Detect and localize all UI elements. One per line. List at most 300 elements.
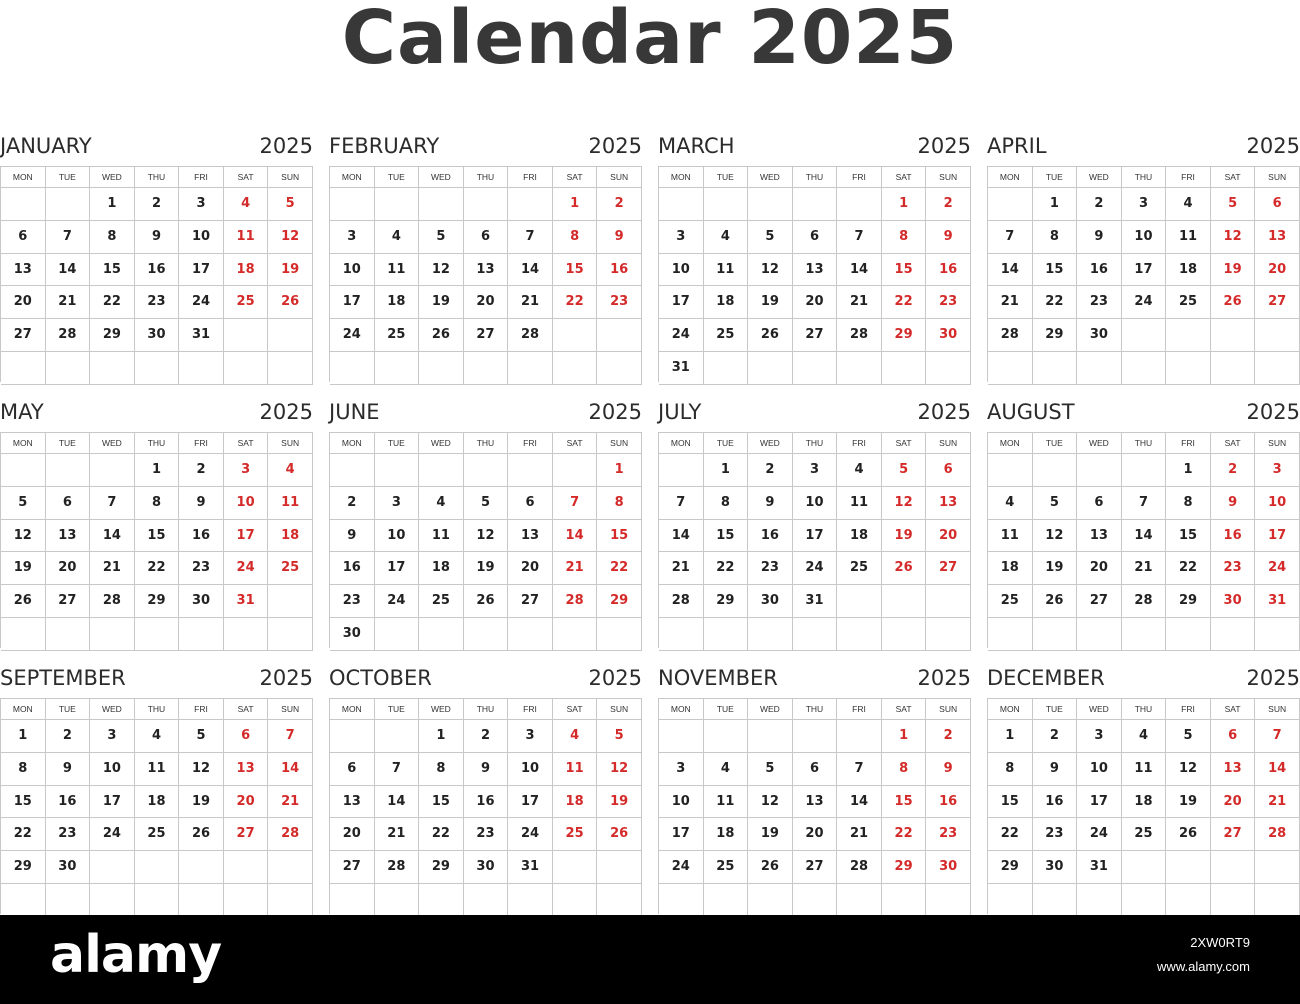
week-row (330, 487, 642, 520)
month-grid (658, 166, 971, 382)
day-cell (268, 585, 313, 618)
day-cell: 24 (1122, 286, 1167, 319)
month-april (987, 128, 1300, 384)
day-cell: 29 (419, 851, 464, 884)
day-cell: 25 (837, 552, 882, 585)
day-cell (988, 618, 1033, 651)
day-cell: 5 (1033, 487, 1078, 520)
day-cell (90, 454, 135, 487)
day-cell: 27 (1211, 818, 1256, 851)
day-cell: 28 (375, 851, 420, 884)
day-cell: 11 (224, 221, 269, 254)
day-cell: 22 (597, 552, 642, 585)
day-cell (464, 454, 509, 487)
day-cell: 9 (926, 221, 971, 254)
day-cell: 13 (508, 520, 553, 553)
day-cell: 9 (1077, 221, 1122, 254)
weekday-label: MON (330, 433, 375, 454)
day-cell: 13 (793, 254, 838, 287)
day-cell: 23 (926, 818, 971, 851)
weekday-label: WED (90, 699, 135, 720)
month-grid (329, 698, 642, 914)
month-name: SEPTEMBER (0, 666, 126, 690)
weekday-label: MON (988, 167, 1033, 188)
day-cell (597, 319, 642, 352)
day-cell: 25 (988, 585, 1033, 618)
month-january (0, 128, 313, 384)
day-cell (268, 352, 313, 385)
day-cell: 2 (135, 188, 180, 221)
week-row (1, 221, 313, 254)
week-row (988, 352, 1300, 385)
month-november (658, 660, 971, 916)
month-year: 2025 (1246, 666, 1300, 690)
day-cell (179, 851, 224, 884)
month-header (658, 394, 971, 430)
weekday-label: WED (90, 167, 135, 188)
week-row (330, 818, 642, 851)
weekday-header-row (1, 699, 313, 720)
page-title: Calendar 2025 (341, 0, 959, 81)
day-cell: 1 (1033, 188, 1078, 221)
day-cell: 24 (659, 319, 704, 352)
day-cell (1122, 884, 1167, 917)
weekday-label: SUN (1255, 167, 1300, 188)
day-cell (553, 352, 598, 385)
day-cell (1122, 618, 1167, 651)
weekday-label: THU (135, 433, 180, 454)
week-row (1, 520, 313, 553)
day-cell: 26 (1166, 818, 1211, 851)
day-cell: 21 (659, 552, 704, 585)
weekday-label: FRI (1166, 433, 1211, 454)
day-cell: 30 (748, 585, 793, 618)
day-cell: 19 (748, 818, 793, 851)
day-cell (1211, 851, 1256, 884)
day-cell: 17 (1077, 786, 1122, 819)
day-cell: 5 (748, 753, 793, 786)
day-cell: 20 (1255, 254, 1300, 287)
week-row (330, 221, 642, 254)
day-cell (988, 188, 1033, 221)
day-cell (224, 319, 269, 352)
day-cell (748, 720, 793, 753)
weekday-label: TUE (375, 167, 420, 188)
week-row (330, 884, 642, 917)
day-cell: 19 (597, 786, 642, 819)
day-cell: 13 (793, 786, 838, 819)
day-cell: 17 (90, 786, 135, 819)
weekday-label: THU (135, 699, 180, 720)
day-cell (330, 454, 375, 487)
day-cell: 3 (90, 720, 135, 753)
day-cell: 28 (837, 319, 882, 352)
day-cell (1033, 884, 1078, 917)
weekday-label: TUE (46, 433, 91, 454)
week-row (330, 352, 642, 385)
day-cell: 4 (553, 720, 598, 753)
week-row (659, 254, 971, 287)
day-cell (179, 352, 224, 385)
week-row (988, 851, 1300, 884)
day-cell (748, 618, 793, 651)
day-cell: 2 (46, 720, 91, 753)
day-cell: 18 (837, 520, 882, 553)
month-name: APRIL (987, 134, 1047, 158)
week-row (659, 786, 971, 819)
day-cell: 18 (704, 286, 749, 319)
day-cell: 15 (988, 786, 1033, 819)
day-cell (1166, 884, 1211, 917)
day-cell (1166, 352, 1211, 385)
month-grid (0, 698, 313, 914)
day-cell: 3 (659, 753, 704, 786)
weekday-label: SAT (882, 433, 927, 454)
month-year: 2025 (917, 134, 971, 158)
day-cell (704, 352, 749, 385)
watermark-url: www.alamy.com (1157, 959, 1250, 974)
day-cell (597, 851, 642, 884)
day-cell (464, 884, 509, 917)
day-cell (793, 188, 838, 221)
day-cell: 10 (330, 254, 375, 287)
day-cell: 22 (419, 818, 464, 851)
week-row (1, 884, 313, 917)
day-cell: 14 (553, 520, 598, 553)
day-cell: 6 (224, 720, 269, 753)
month-header (987, 128, 1300, 164)
day-cell (597, 352, 642, 385)
day-cell: 30 (926, 319, 971, 352)
weekday-label: SAT (1211, 433, 1256, 454)
day-cell (508, 188, 553, 221)
day-cell: 4 (1122, 720, 1167, 753)
day-cell: 9 (330, 520, 375, 553)
day-cell (704, 618, 749, 651)
day-cell (704, 884, 749, 917)
day-cell: 19 (1, 552, 46, 585)
day-cell: 3 (508, 720, 553, 753)
week-row (1, 720, 313, 753)
months-grid (0, 128, 1300, 918)
day-cell: 27 (464, 319, 509, 352)
day-cell: 18 (268, 520, 313, 553)
day-cell: 21 (268, 786, 313, 819)
weekday-header-row (1, 167, 313, 188)
month-year: 2025 (917, 666, 971, 690)
day-cell: 19 (464, 552, 509, 585)
day-cell: 23 (330, 585, 375, 618)
day-cell (1255, 352, 1300, 385)
day-cell: 28 (508, 319, 553, 352)
day-cell (793, 618, 838, 651)
day-cell: 31 (179, 319, 224, 352)
day-cell (837, 618, 882, 651)
weekday-label: FRI (1166, 699, 1211, 720)
day-cell: 30 (1077, 319, 1122, 352)
day-cell (419, 188, 464, 221)
day-cell: 7 (837, 753, 882, 786)
day-cell: 19 (1033, 552, 1078, 585)
day-cell: 4 (704, 753, 749, 786)
day-cell (837, 884, 882, 917)
day-cell (1033, 352, 1078, 385)
day-cell (926, 884, 971, 917)
day-cell (1077, 618, 1122, 651)
week-row (659, 188, 971, 221)
day-cell (375, 352, 420, 385)
day-cell: 6 (464, 221, 509, 254)
month-september (0, 660, 313, 916)
day-cell: 31 (659, 352, 704, 385)
day-cell (659, 188, 704, 221)
day-cell (224, 352, 269, 385)
day-cell: 24 (659, 851, 704, 884)
day-cell: 17 (330, 286, 375, 319)
month-header (329, 394, 642, 430)
day-cell: 13 (46, 520, 91, 553)
day-cell: 22 (882, 286, 927, 319)
day-cell (90, 884, 135, 917)
day-cell: 14 (268, 753, 313, 786)
day-cell: 2 (464, 720, 509, 753)
week-row (659, 818, 971, 851)
day-cell: 30 (926, 851, 971, 884)
day-cell (464, 618, 509, 651)
month-name: DECEMBER (987, 666, 1105, 690)
day-cell: 26 (882, 552, 927, 585)
month-grid (658, 698, 971, 914)
day-cell (553, 884, 598, 917)
day-cell (1033, 618, 1078, 651)
day-cell (179, 884, 224, 917)
day-cell: 13 (330, 786, 375, 819)
weekday-label: FRI (1166, 167, 1211, 188)
day-cell: 25 (704, 851, 749, 884)
weekday-label: SUN (926, 699, 971, 720)
month-grid (987, 166, 1300, 382)
day-cell: 18 (1122, 786, 1167, 819)
weekday-label: THU (793, 433, 838, 454)
day-cell: 13 (1255, 221, 1300, 254)
week-row (988, 487, 1300, 520)
day-cell: 30 (1211, 585, 1256, 618)
day-cell: 4 (837, 454, 882, 487)
week-row (330, 585, 642, 618)
weekday-label: WED (748, 433, 793, 454)
image-id: 2XW0RT9 (1190, 935, 1250, 950)
weekday-label: WED (419, 433, 464, 454)
day-cell: 12 (464, 520, 509, 553)
day-cell (553, 618, 598, 651)
day-cell: 29 (882, 319, 927, 352)
day-cell (1077, 454, 1122, 487)
day-cell (837, 352, 882, 385)
day-cell: 27 (926, 552, 971, 585)
day-cell: 28 (1122, 585, 1167, 618)
weekday-label: SUN (268, 433, 313, 454)
day-cell: 27 (46, 585, 91, 618)
day-cell (268, 618, 313, 651)
day-cell: 26 (597, 818, 642, 851)
day-cell: 2 (1033, 720, 1078, 753)
weekday-label: WED (1077, 699, 1122, 720)
day-cell: 3 (330, 221, 375, 254)
day-cell: 11 (988, 520, 1033, 553)
day-cell (1, 454, 46, 487)
day-cell: 24 (330, 319, 375, 352)
day-cell: 22 (1, 818, 46, 851)
weekday-label: SAT (553, 167, 598, 188)
week-row (659, 319, 971, 352)
month-june (329, 394, 642, 650)
weekday-label: FRI (508, 167, 553, 188)
week-row (988, 753, 1300, 786)
day-cell: 23 (46, 818, 91, 851)
day-cell: 1 (1166, 454, 1211, 487)
day-cell: 13 (1, 254, 46, 287)
week-row (1, 585, 313, 618)
day-cell: 12 (179, 753, 224, 786)
week-row (988, 720, 1300, 753)
day-cell: 6 (1255, 188, 1300, 221)
day-cell: 2 (926, 188, 971, 221)
week-row (659, 585, 971, 618)
day-cell: 29 (1033, 319, 1078, 352)
day-cell (1166, 618, 1211, 651)
day-cell (90, 352, 135, 385)
day-cell (1122, 319, 1167, 352)
day-cell: 18 (553, 786, 598, 819)
day-cell: 4 (988, 487, 1033, 520)
weekday-label: SUN (1255, 699, 1300, 720)
day-cell (135, 352, 180, 385)
day-cell: 3 (179, 188, 224, 221)
day-cell: 11 (704, 254, 749, 287)
day-cell (926, 618, 971, 651)
day-cell: 3 (1255, 454, 1300, 487)
week-row (330, 254, 642, 287)
day-cell: 17 (375, 552, 420, 585)
day-cell: 9 (1033, 753, 1078, 786)
day-cell (464, 352, 509, 385)
weekday-label: THU (793, 699, 838, 720)
weekday-label: SUN (268, 699, 313, 720)
day-cell: 28 (268, 818, 313, 851)
month-year: 2025 (917, 400, 971, 424)
day-cell: 27 (1255, 286, 1300, 319)
day-cell: 14 (659, 520, 704, 553)
day-cell: 21 (553, 552, 598, 585)
day-cell (419, 618, 464, 651)
day-cell: 5 (597, 720, 642, 753)
day-cell: 27 (1, 319, 46, 352)
weekday-label: WED (419, 699, 464, 720)
day-cell: 15 (135, 520, 180, 553)
day-cell: 18 (224, 254, 269, 287)
week-row (330, 851, 642, 884)
day-cell: 20 (1077, 552, 1122, 585)
day-cell: 10 (1255, 487, 1300, 520)
day-cell: 4 (375, 221, 420, 254)
day-cell: 20 (793, 818, 838, 851)
week-row (988, 286, 1300, 319)
month-december (987, 660, 1300, 916)
weekday-label: SUN (597, 433, 642, 454)
day-cell (748, 884, 793, 917)
day-cell: 1 (988, 720, 1033, 753)
day-cell: 27 (793, 319, 838, 352)
day-cell (1255, 319, 1300, 352)
day-cell: 8 (1166, 487, 1211, 520)
day-cell: 14 (1122, 520, 1167, 553)
weekday-label: MON (1, 699, 46, 720)
day-cell: 16 (46, 786, 91, 819)
day-cell: 12 (1166, 753, 1211, 786)
day-cell: 22 (135, 552, 180, 585)
day-cell: 17 (659, 818, 704, 851)
day-cell: 29 (1166, 585, 1211, 618)
day-cell: 16 (1211, 520, 1256, 553)
day-cell: 7 (1122, 487, 1167, 520)
day-cell (508, 454, 553, 487)
day-cell (46, 352, 91, 385)
day-cell: 6 (46, 487, 91, 520)
day-cell: 9 (926, 753, 971, 786)
day-cell (748, 352, 793, 385)
week-row (330, 188, 642, 221)
watermark-banner (0, 915, 1300, 1004)
day-cell: 5 (748, 221, 793, 254)
day-cell: 29 (882, 851, 927, 884)
day-cell: 31 (1255, 585, 1300, 618)
day-cell (1255, 851, 1300, 884)
day-cell (988, 884, 1033, 917)
day-cell: 16 (135, 254, 180, 287)
month-name: MAY (0, 400, 44, 424)
day-cell (46, 188, 91, 221)
day-cell: 29 (988, 851, 1033, 884)
day-cell: 30 (179, 585, 224, 618)
day-cell: 24 (508, 818, 553, 851)
day-cell (90, 851, 135, 884)
day-cell: 1 (882, 188, 927, 221)
day-cell (1033, 454, 1078, 487)
day-cell: 18 (704, 818, 749, 851)
day-cell: 12 (419, 254, 464, 287)
day-cell: 30 (135, 319, 180, 352)
day-cell: 4 (704, 221, 749, 254)
day-cell: 1 (597, 454, 642, 487)
month-year: 2025 (588, 134, 642, 158)
day-cell: 25 (135, 818, 180, 851)
day-cell: 8 (1033, 221, 1078, 254)
weekday-header-row (659, 167, 971, 188)
week-row (659, 286, 971, 319)
month-header (0, 394, 313, 430)
month-may (0, 394, 313, 650)
day-cell: 4 (224, 188, 269, 221)
day-cell: 6 (508, 487, 553, 520)
day-cell: 11 (704, 786, 749, 819)
weekday-label: FRI (179, 699, 224, 720)
weekday-label: FRI (837, 433, 882, 454)
weekday-label: TUE (1033, 167, 1078, 188)
day-cell: 30 (330, 618, 375, 651)
day-cell: 5 (1, 487, 46, 520)
week-row (1, 851, 313, 884)
month-march (658, 128, 971, 384)
